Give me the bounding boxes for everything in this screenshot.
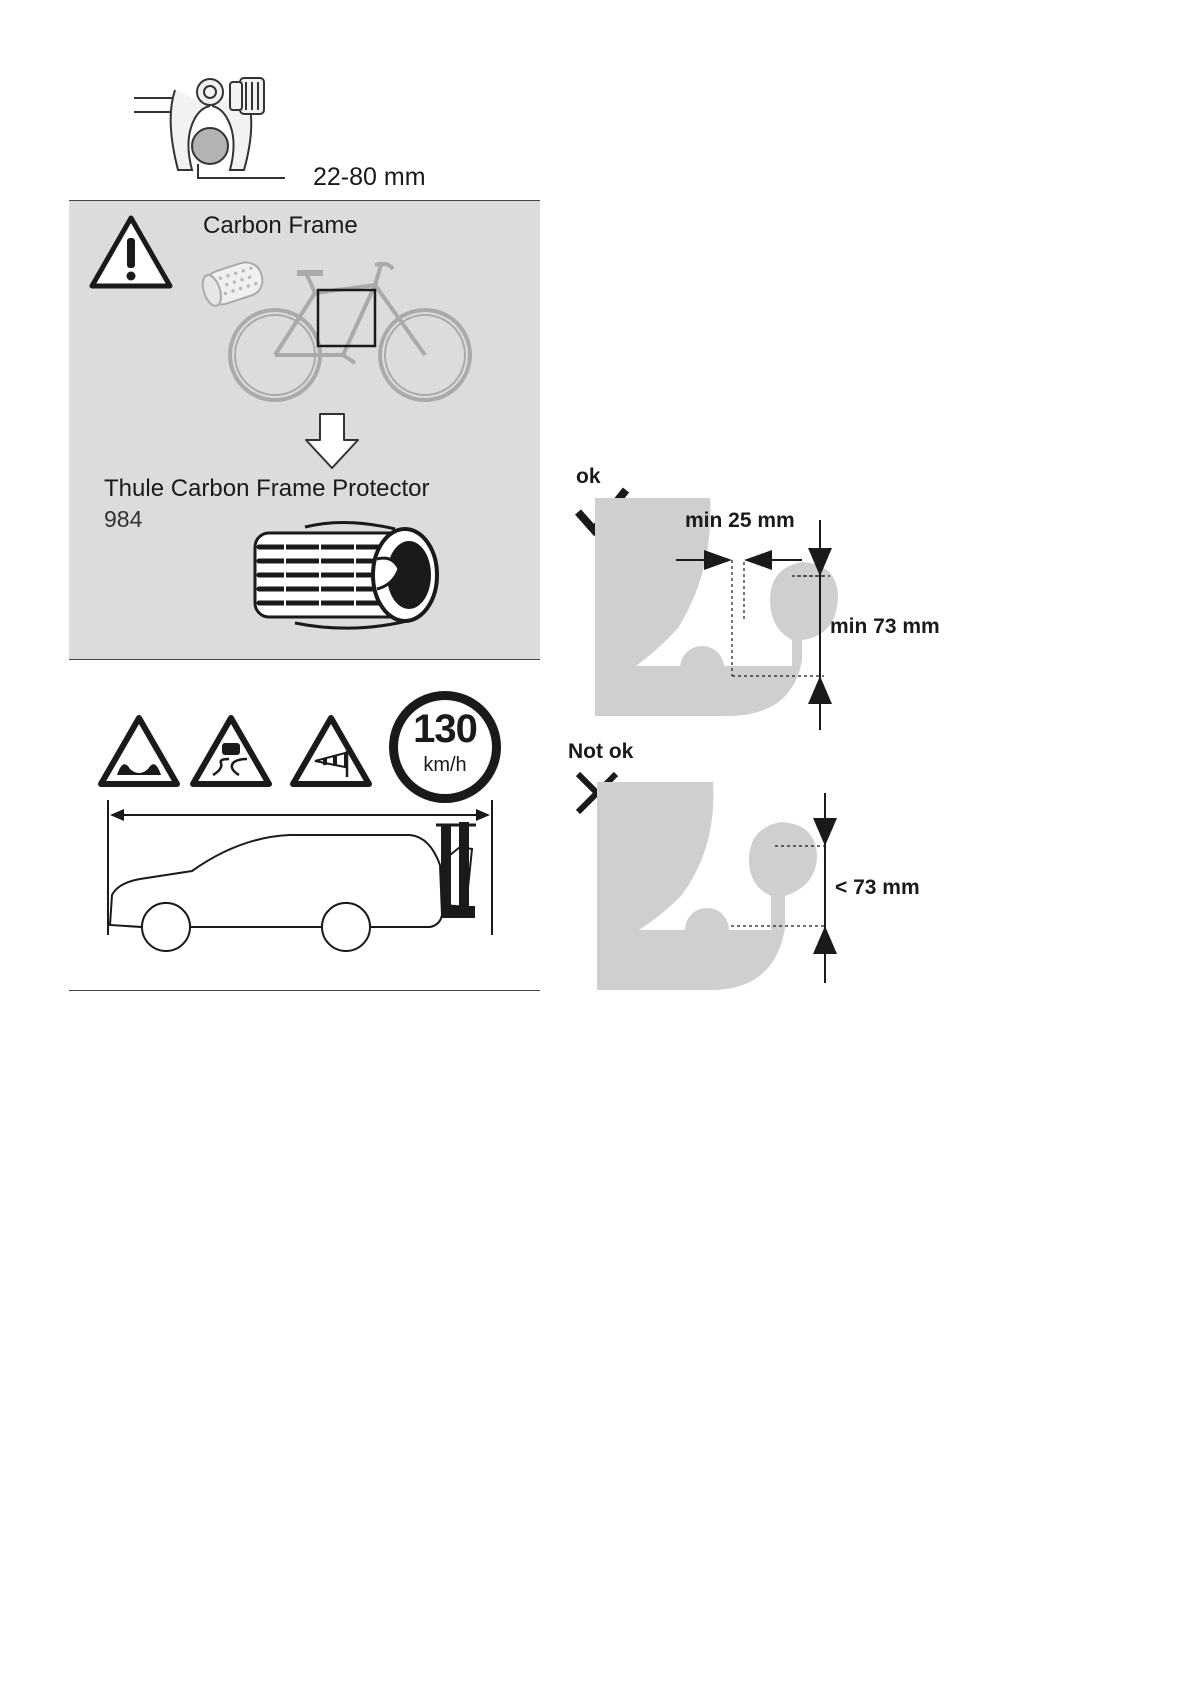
protector-product-number: 984 (104, 506, 143, 532)
not-ok-label: Not ok (568, 740, 634, 763)
slippery-road-sign-icon (189, 713, 273, 789)
uneven-road-sign-icon (97, 713, 181, 789)
speed-limit-unit: km/h (423, 754, 467, 776)
warning-icon (86, 212, 176, 292)
tube-section-icon (192, 128, 228, 164)
ok-label: ok (576, 465, 601, 488)
min-offset-label: min 25 mm (685, 509, 795, 532)
divider-bottom (69, 990, 540, 991)
bike-carrier-icon (436, 823, 476, 917)
speed-limit-sign-icon (389, 691, 501, 803)
down-arrow-icon (302, 412, 362, 472)
length-arrow-left-icon (110, 809, 124, 821)
min-height-label: min 73 mm (830, 615, 940, 638)
bicycle-icon (225, 255, 475, 410)
protector-product-name: Thule Carbon Frame Protector (104, 475, 430, 502)
less-height-label: < 73 mm (835, 876, 920, 899)
car-silhouette-icon (110, 835, 442, 951)
carbon-frame-title: Carbon Frame (203, 212, 358, 239)
crosswind-sign-icon (289, 713, 373, 789)
protector-product-icon (245, 515, 445, 635)
speed-limit-value: 130 (413, 707, 477, 751)
length-arrow-right-icon (476, 809, 490, 821)
car-length-diagram (100, 795, 500, 955)
clamp-range-label: 22-80 mm (313, 163, 426, 191)
